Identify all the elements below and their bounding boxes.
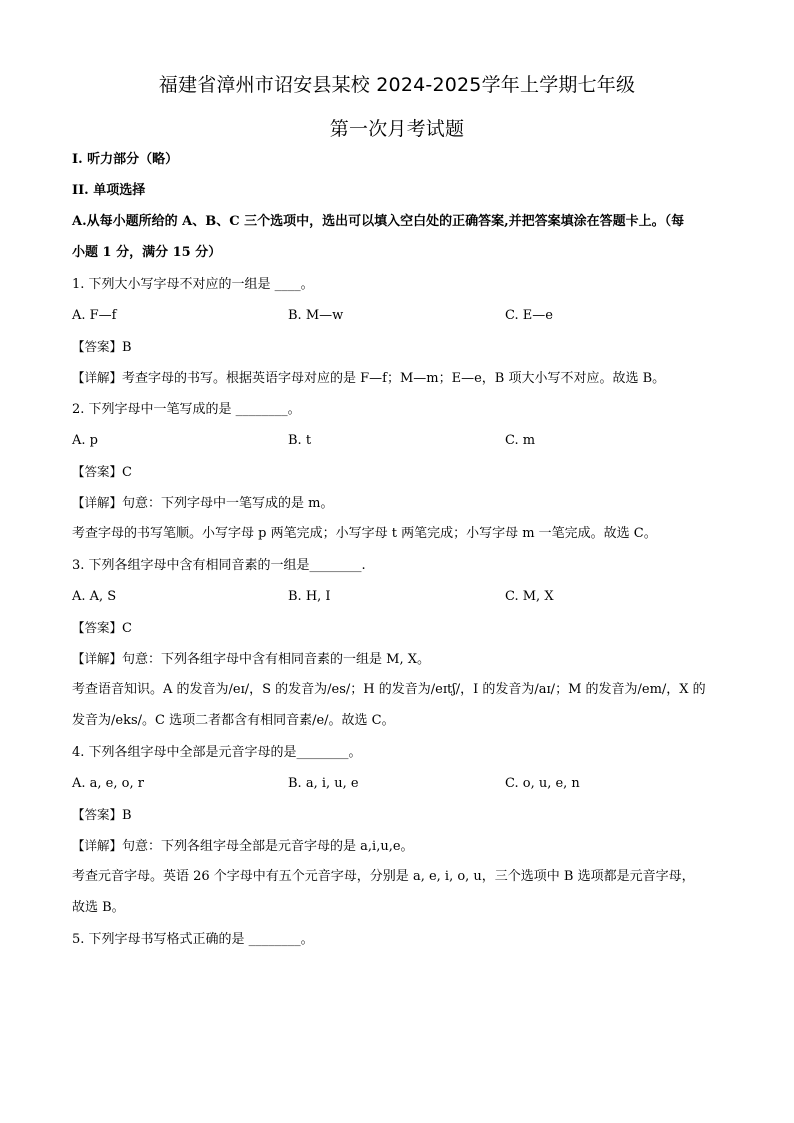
detail-label: 【详解】 — [72, 370, 123, 385]
question-2-detail — [72, 494, 732, 513]
question-1-answer — [72, 338, 732, 357]
question-3-detail-line-3: 发音为/eks/。C 选项二者都含有相同音素/e/。故选 C。 — [72, 713, 395, 728]
answer-label: 【答案】 — [72, 464, 123, 479]
document-title-line-1: 福建省漳州市诏安县某校 2024-2025学年上学期七年级 — [158, 74, 636, 96]
detail-text: 句意：下列字母中一笔写成的是 m。 — [122, 496, 334, 511]
answer-label: 【答案】 — [72, 339, 123, 354]
detail-text: 句意：下列各组字母全部是元音字母的是 a,i,u,e。 — [122, 839, 414, 854]
question-4-answer — [72, 806, 732, 825]
answer-label: 【答案】 — [72, 620, 123, 635]
question-1-stem: 1. 下列大小写字母不对应的一组是 ____。 — [72, 277, 314, 292]
question-4-stem: 4. 下列各组字母中全部是元音字母的是________。 — [72, 745, 362, 760]
detail-text: 考查字母的书写。根据英语字母对应的是 F—f；M—m；E—e，B 项大小写不对应。故选 B。 — [122, 371, 666, 386]
question-3-detail — [72, 650, 732, 669]
instruction-line-2: 小题 1 分，满分 15 分） — [72, 245, 222, 260]
question-3-option-c: C. M, X — [505, 589, 554, 604]
detail-label: 【详解】 — [72, 838, 123, 853]
question-4-option-c: C. o, u, e, n — [505, 776, 580, 791]
instruction-line-1: A.从每小题所给的 A、B、C 三个选项中，选出可以填入空白处的正确答案,并把答案填涂在答题卡上。（每 — [72, 214, 685, 229]
question-1-detail — [72, 369, 732, 388]
question-2-detail-line-2: 考查字母的书写笔顺。小写字母 p 两笔完成；小写字母 t 两笔完成；小写字母 m 一笔完成。故选 C。 — [72, 526, 657, 541]
question-3-option-b: B. H, I — [288, 589, 331, 604]
question-3-option-a: A. A, S — [72, 589, 117, 604]
question-2-answer — [72, 463, 732, 482]
question-1-option-c: C. E—e — [505, 308, 553, 323]
question-2-option-c: C. m — [505, 433, 536, 448]
question-4-option-a: A. a, e, o, r — [72, 776, 144, 791]
detail-text: 句意：下列各组字母中含有相同音素的一组是 M, X。 — [122, 652, 430, 667]
section-single-choice: II. 单项选择 — [72, 183, 146, 198]
question-1-option-b: B. M—w — [288, 308, 344, 323]
question-1-option-a: A. F—f — [72, 308, 117, 323]
answer-value: C — [122, 465, 132, 480]
question-3-answer — [72, 619, 732, 638]
question-2-option-b: B. t — [288, 433, 312, 448]
answer-value: B — [122, 808, 132, 823]
detail-label: 【详解】 — [72, 495, 123, 510]
answer-value: C — [122, 621, 132, 636]
question-4-detail-line-2: 考查元音字母。英语 26 个字母中有五个元音字母，分别是 a, e, i, o, u，三个选项中 B 选项都是元音字母， — [72, 869, 695, 884]
question-2-option-a: A. p — [72, 433, 98, 448]
question-4-option-b: B. a, i, u, e — [288, 776, 359, 791]
section-listening: I. 听力部分（略） — [72, 152, 179, 167]
answer-value: B — [122, 340, 132, 355]
answer-label: 【答案】 — [72, 807, 123, 822]
question-2-stem: 2. 下列字母中一笔写成的是 ________。 — [72, 402, 301, 417]
question-4-detail-line-3: 故选 B。 — [72, 900, 125, 915]
question-3-detail-line-2: 考查语音知识。A 的发音为/eɪ/，S 的发音为/es/；H 的发音为/eɪtʃ/，I 的发音为/aɪ/；M 的发音为/em/，X 的 — [72, 682, 706, 697]
question-4-detail — [72, 837, 732, 856]
detail-label: 【详解】 — [72, 651, 123, 666]
question-5-stem: 5. 下列字母书写格式正确的是 ________。 — [72, 932, 314, 947]
document-title-line-2: 第一次月考试题 — [329, 118, 465, 140]
question-3-stem: 3. 下列各组字母中含有相同音素的一组是________. — [72, 558, 366, 573]
